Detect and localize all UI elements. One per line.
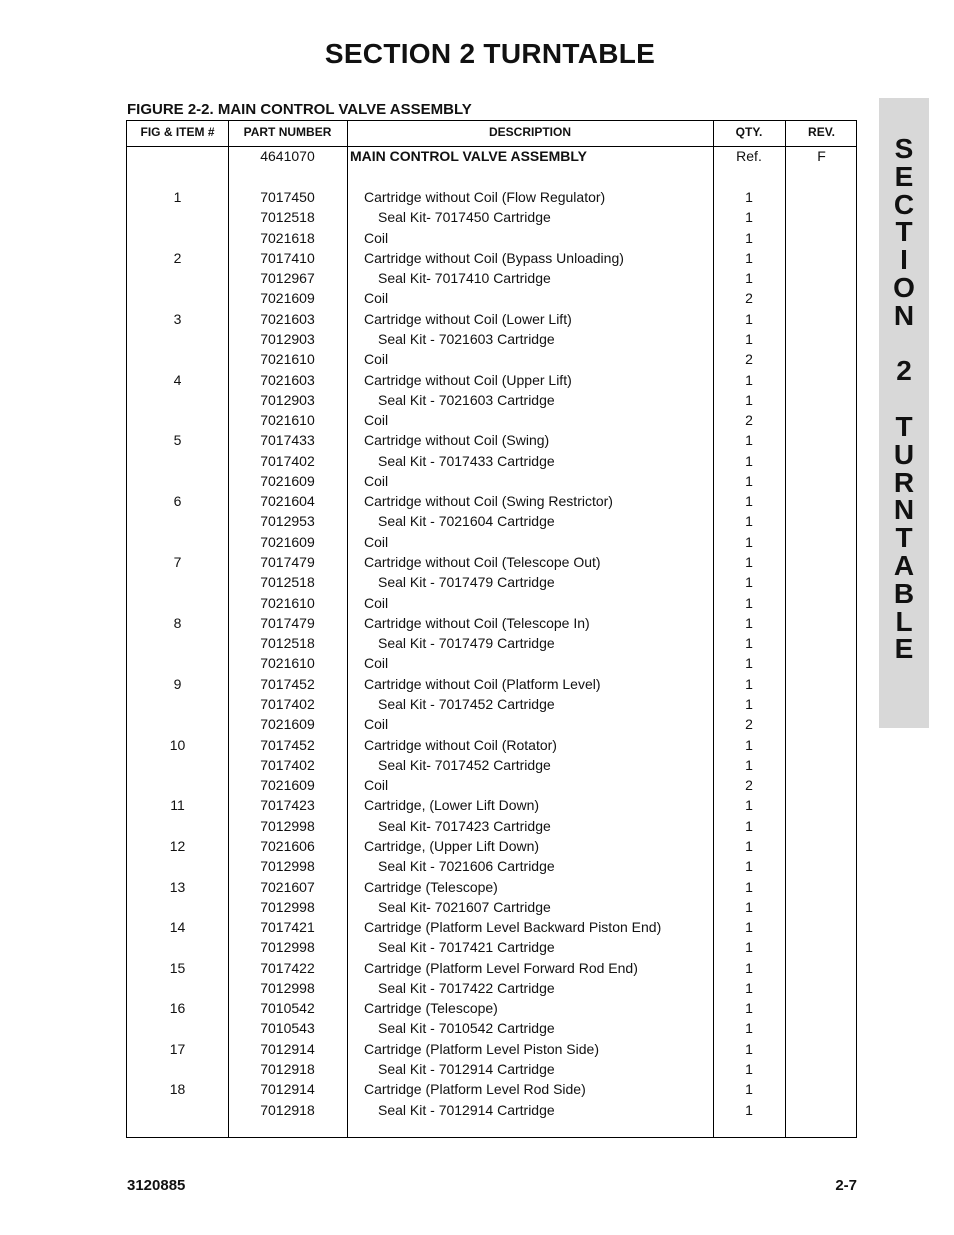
qty-cell: 1	[745, 310, 753, 327]
qty-cell: 1	[745, 554, 753, 571]
fig-item-cell: 10	[169, 736, 186, 753]
qty-cell: 2	[745, 351, 753, 368]
table-row	[127, 534, 858, 554]
part-number-cell: 7021610	[260, 594, 315, 611]
description-cell: Coil	[364, 716, 389, 733]
description-cell: Coil	[364, 351, 389, 368]
qty-cell: 1	[745, 736, 753, 753]
table-row	[127, 392, 858, 412]
side-tab-letter: C	[893, 188, 915, 220]
qty-cell: 1	[745, 1020, 753, 1037]
part-number-cell: 7017410	[260, 249, 315, 266]
side-tab-letter: S	[894, 133, 914, 164]
table-row	[127, 453, 858, 473]
table-row	[127, 777, 858, 797]
part-number-cell: 7012914	[260, 1040, 315, 1057]
part-number-cell: 7017402	[260, 756, 315, 773]
fig-item-cell: 13	[169, 878, 186, 895]
part-number-cell: 7012918	[260, 1101, 315, 1118]
table-row	[127, 655, 858, 675]
part-number-cell: 7021618	[260, 229, 315, 246]
description-cell: Seal Kit- 7017410 Cartridge	[378, 270, 551, 287]
table-row	[127, 676, 858, 696]
qty-cell: 1	[745, 1000, 753, 1017]
description-cell: Seal Kit - 7021606 Cartridge	[378, 858, 555, 875]
part-number-cell: 7012918	[260, 1061, 315, 1078]
part-number-cell: 7012518	[260, 635, 315, 652]
part-number-cell: 7021607	[260, 878, 315, 895]
table-row	[127, 818, 858, 838]
description-cell: Cartridge, (Lower Lift Down)	[364, 797, 540, 814]
table-row	[127, 919, 858, 939]
fig-item-cell: 3	[173, 310, 182, 327]
qty-cell: 1	[745, 655, 753, 672]
table-row	[127, 331, 858, 351]
side-tab-letter: A	[893, 549, 915, 581]
qty-cell: 1	[745, 959, 753, 976]
column-header-qty: QTY.	[735, 125, 763, 139]
table-row	[127, 879, 858, 899]
part-number-cell: 7021609	[260, 533, 315, 550]
fig-item-cell: 14	[169, 919, 186, 936]
rev-cell: F	[817, 148, 826, 164]
part-number-cell: 7010543	[260, 1020, 315, 1037]
part-number-cell: 7012998	[260, 939, 315, 956]
description-cell: Seal Kit- 7017450 Cartridge	[378, 209, 551, 226]
description-cell: Cartridge without Coil (Platform Level)	[364, 675, 601, 692]
table-row	[127, 757, 858, 777]
table-row	[127, 1102, 858, 1122]
fig-item-cell: 16	[169, 1000, 186, 1017]
fig-item-cell: 8	[173, 614, 182, 631]
table-row	[127, 574, 858, 594]
part-number-cell: 7017452	[260, 675, 315, 692]
description-cell: Cartridge without Coil (Lower Lift)	[364, 310, 572, 327]
qty-cell: 1	[745, 533, 753, 550]
table-row	[127, 148, 858, 168]
fig-item-cell: 5	[173, 432, 182, 449]
table-row	[127, 473, 858, 493]
part-number-cell: 7021604	[260, 493, 315, 510]
qty-cell: 1	[745, 513, 753, 530]
part-number-cell: 7021603	[260, 310, 315, 327]
qty-cell: 1	[745, 209, 753, 226]
description-cell: Seal Kit- 7017452 Cartridge	[378, 756, 551, 773]
part-number-cell: 7021610	[260, 351, 315, 368]
qty-cell: 1	[745, 756, 753, 773]
description-cell: Coil	[364, 594, 389, 611]
description-cell: Seal Kit - 7017433 Cartridge	[378, 452, 555, 469]
description-cell: Seal Kit - 7010542 Cartridge	[378, 1020, 555, 1037]
table-row	[127, 250, 858, 270]
description-cell: Cartridge without Coil (Upper Lift)	[364, 371, 572, 388]
part-number-cell: 7012998	[260, 979, 315, 996]
table-row	[127, 311, 858, 331]
table-row	[127, 1081, 858, 1101]
description-cell: Seal Kit - 7012914 Cartridge	[378, 1061, 555, 1078]
table-row	[127, 290, 858, 310]
description-cell: Seal Kit - 7021603 Cartridge	[378, 330, 555, 347]
part-number-cell: 7012998	[260, 858, 315, 875]
description-cell: Cartridge without Coil (Rotator)	[364, 736, 557, 753]
part-number-cell: 7012953	[260, 513, 315, 530]
qty-cell: 1	[745, 594, 753, 611]
fig-item-cell: 2	[173, 249, 182, 266]
column-header-fig: FIG & ITEM #	[140, 125, 215, 139]
fig-item-cell: 11	[170, 797, 185, 814]
part-number-cell: 7021609	[260, 777, 315, 794]
description-cell: Cartridge (Platform Level Rod Side)	[364, 1081, 586, 1098]
table-row	[127, 1061, 858, 1081]
table-row	[127, 980, 858, 1000]
part-number-cell: 7017421	[260, 919, 315, 936]
qty-cell: 1	[745, 1081, 753, 1098]
part-number-cell: 7021609	[260, 472, 315, 489]
side-tab-letter: N	[893, 299, 915, 331]
description-cell: Coil	[364, 655, 389, 672]
part-number-cell: 7017452	[260, 736, 315, 753]
part-number-cell: 7017422	[260, 959, 315, 976]
table-row	[127, 513, 858, 533]
qty-cell: 1	[745, 696, 753, 712]
fig-item-cell: 4	[173, 371, 182, 388]
table-row	[127, 635, 858, 655]
side-tab-letter: L	[895, 605, 913, 637]
qty-cell: 2	[745, 412, 753, 429]
part-number-cell: 7017402	[260, 696, 315, 712]
table-row	[127, 858, 858, 878]
qty-cell: 1	[745, 371, 753, 388]
qty-cell: 1	[745, 878, 753, 895]
column-header-part-number: PART NUMBER	[243, 125, 332, 139]
description-cell: Cartridge (Telescope)	[364, 878, 498, 895]
table-row	[127, 372, 858, 392]
description-cell: Seal Kit - 7021604 Cartridge	[378, 513, 555, 530]
fig-item-cell: 15	[169, 959, 186, 976]
description-cell: Cartridge without Coil (Flow Regulator)	[364, 189, 606, 205]
qty-cell: 2	[745, 716, 753, 733]
qty-cell: 1	[745, 472, 753, 489]
description-cell: Cartridge without Coil (Telescope In)	[364, 614, 590, 631]
table-row	[127, 1041, 858, 1061]
part-number-cell: 7021609	[260, 716, 315, 733]
side-tab-letter: T	[895, 522, 913, 554]
table-row	[127, 189, 858, 209]
qty-cell: 1	[745, 432, 753, 449]
part-number-cell: 7021606	[260, 837, 315, 854]
qty-cell: 1	[745, 979, 753, 996]
qty-cell: 1	[745, 330, 753, 347]
fig-item-cell: 1	[173, 189, 182, 205]
table-row	[127, 960, 858, 980]
part-number-cell: 7012518	[260, 574, 315, 591]
part-number-cell: 7012967	[260, 270, 315, 287]
side-tab-letter: O	[893, 271, 915, 303]
qty-cell: 1	[745, 229, 753, 246]
description-cell: Cartridge (Platform Level Piston Side)	[364, 1040, 599, 1057]
description-cell: Cartridge (Telescope)	[364, 1000, 498, 1017]
description-cell: Seal Kit - 7021603 Cartridge	[378, 391, 555, 408]
description-cell: Cartridge (Platform Level Forward Rod End)	[364, 959, 638, 976]
part-number-cell: 7012903	[260, 391, 315, 408]
qty-cell: 1	[745, 270, 753, 287]
table-row	[127, 412, 858, 432]
description-cell: Coil	[364, 533, 389, 550]
qty-cell: 1	[745, 898, 753, 915]
description-cell: MAIN CONTROL VALVE ASSEMBLY	[350, 148, 587, 164]
part-number-cell: 7021609	[260, 290, 315, 307]
qty-cell: 2	[745, 290, 753, 307]
table-row	[127, 209, 858, 229]
qty-cell: 1	[745, 1040, 753, 1057]
part-number-cell: 7021610	[260, 412, 315, 429]
side-tab-letter: N	[893, 494, 915, 526]
qty-cell: 1	[745, 919, 753, 936]
table-row	[127, 351, 858, 371]
page-number: 2-7	[835, 1177, 857, 1194]
qty-cell: 1	[745, 797, 753, 814]
description-cell: Cartridge, (Upper Lift Down)	[364, 837, 540, 854]
qty-cell: 1	[745, 858, 753, 875]
table-row	[127, 1020, 858, 1040]
description-cell: Seal Kit - 7017422 Cartridge	[378, 979, 555, 996]
description-cell: Cartridge (Platform Level Backward Piston End)	[364, 919, 662, 936]
table-row	[127, 432, 858, 452]
fig-item-cell: 18	[169, 1081, 186, 1098]
qty-cell: 2	[745, 777, 753, 794]
table-row	[127, 716, 858, 736]
part-number-cell: 7021610	[260, 655, 315, 672]
header-divider	[127, 146, 856, 147]
fig-item-cell: 7	[173, 554, 182, 571]
qty-cell: 1	[745, 837, 753, 854]
part-number-cell: 7017423	[260, 797, 315, 814]
qty-cell: 1	[745, 574, 753, 591]
document-number: 3120885	[127, 1177, 186, 1194]
part-number-cell: 7017402	[260, 452, 315, 469]
table-row	[127, 838, 858, 858]
description-cell: Coil	[364, 472, 389, 489]
figure-caption: FIGURE 2-2. MAIN CONTROL VALVE ASSEMBLY	[127, 101, 472, 118]
qty-cell: 1	[745, 189, 753, 205]
side-tab-text	[879, 135, 929, 663]
fig-item-cell: 6	[173, 493, 182, 510]
part-number-cell: 7017479	[260, 554, 315, 571]
description-cell: Cartridge without Coil (Swing)	[364, 432, 550, 449]
part-number-cell: 7010542	[260, 1000, 315, 1017]
qty-cell: 1	[745, 817, 753, 834]
side-tab-letter: E	[894, 633, 914, 665]
column-header-description: DESCRIPTION	[488, 125, 571, 139]
fig-item-cell: 12	[169, 837, 186, 854]
part-number-cell: 7017433	[260, 432, 315, 449]
qty-cell: 1	[745, 249, 753, 266]
side-tab-letter: T	[895, 410, 913, 442]
qty-cell: 1	[745, 391, 753, 408]
qty-cell: 1	[745, 614, 753, 631]
side-tab-letter: 2	[896, 355, 912, 387]
description-cell: Seal Kit - 7017421 Cartridge	[378, 939, 555, 956]
qty-cell: 1	[745, 939, 753, 956]
parts-table	[126, 120, 857, 1138]
description-cell: Coil	[364, 290, 389, 307]
description-cell: Cartridge without Coil (Bypass Unloading)	[364, 249, 624, 266]
description-cell: Seal Kit - 7012914 Cartridge	[378, 1101, 555, 1118]
qty-cell: 1	[745, 452, 753, 469]
description-cell: Coil	[364, 412, 389, 429]
qty-cell: 1	[745, 675, 753, 692]
part-number-cell: 4641070	[260, 148, 315, 164]
fig-item-cell: 9	[173, 675, 182, 692]
qty-cell: 1	[745, 493, 753, 510]
description-cell: Coil	[364, 777, 389, 794]
side-tab-letter: I	[900, 244, 908, 276]
part-number-cell: 7012998	[260, 898, 315, 915]
table-row	[127, 554, 858, 574]
page-title: SECTION 2 TURNTABLE	[324, 38, 656, 69]
column-header-rev: REV.	[808, 125, 835, 139]
table-row	[127, 270, 858, 290]
description-cell: Seal Kit- 7021607 Cartridge	[378, 898, 551, 915]
table-row	[127, 899, 858, 919]
side-tab-letter: E	[894, 160, 914, 192]
description-cell: Cartridge without Coil (Telescope Out)	[364, 554, 601, 571]
part-number-cell: 7017450	[260, 189, 315, 205]
table-row	[127, 615, 858, 635]
table-row	[127, 493, 858, 513]
section-side-tab	[879, 98, 929, 728]
description-cell: Seal Kit - 7017479 Cartridge	[378, 635, 555, 652]
description-cell: Seal Kit- 7017423 Cartridge	[378, 817, 551, 834]
part-number-cell: 7021603	[260, 371, 315, 388]
part-number-cell: 7012903	[260, 330, 315, 347]
part-number-cell: 7012914	[260, 1081, 315, 1098]
side-tab-letter: T	[895, 216, 913, 248]
part-number-cell: 7012998	[260, 817, 315, 834]
table-row	[127, 939, 858, 959]
part-number-cell: 7017479	[260, 614, 315, 631]
table-row	[127, 696, 858, 716]
description-cell: Cartridge without Coil (Swing Restrictor)	[364, 493, 613, 510]
side-tab-letter	[879, 385, 929, 413]
description-cell: Seal Kit - 7017479 Cartridge	[378, 574, 555, 591]
fig-item-cell: 17	[169, 1040, 186, 1057]
qty-cell: 1	[745, 635, 753, 652]
side-tab-letter: B	[893, 577, 915, 609]
description-cell: Seal Kit - 7017452 Cartridge	[378, 696, 555, 712]
part-number-cell: 7012518	[260, 209, 315, 226]
table-row	[127, 797, 858, 817]
table-row	[127, 1000, 858, 1020]
side-tab-letter: R	[893, 466, 915, 498]
qty-cell: 1	[745, 1101, 753, 1118]
table-row	[127, 737, 858, 757]
description-cell: Coil	[364, 229, 389, 246]
qty-cell: 1	[745, 1061, 753, 1078]
table-row	[127, 595, 858, 615]
side-tab-letter: U	[893, 438, 915, 470]
side-tab-letter	[879, 330, 929, 358]
qty-cell: Ref.	[736, 148, 762, 164]
table-row	[127, 230, 858, 250]
